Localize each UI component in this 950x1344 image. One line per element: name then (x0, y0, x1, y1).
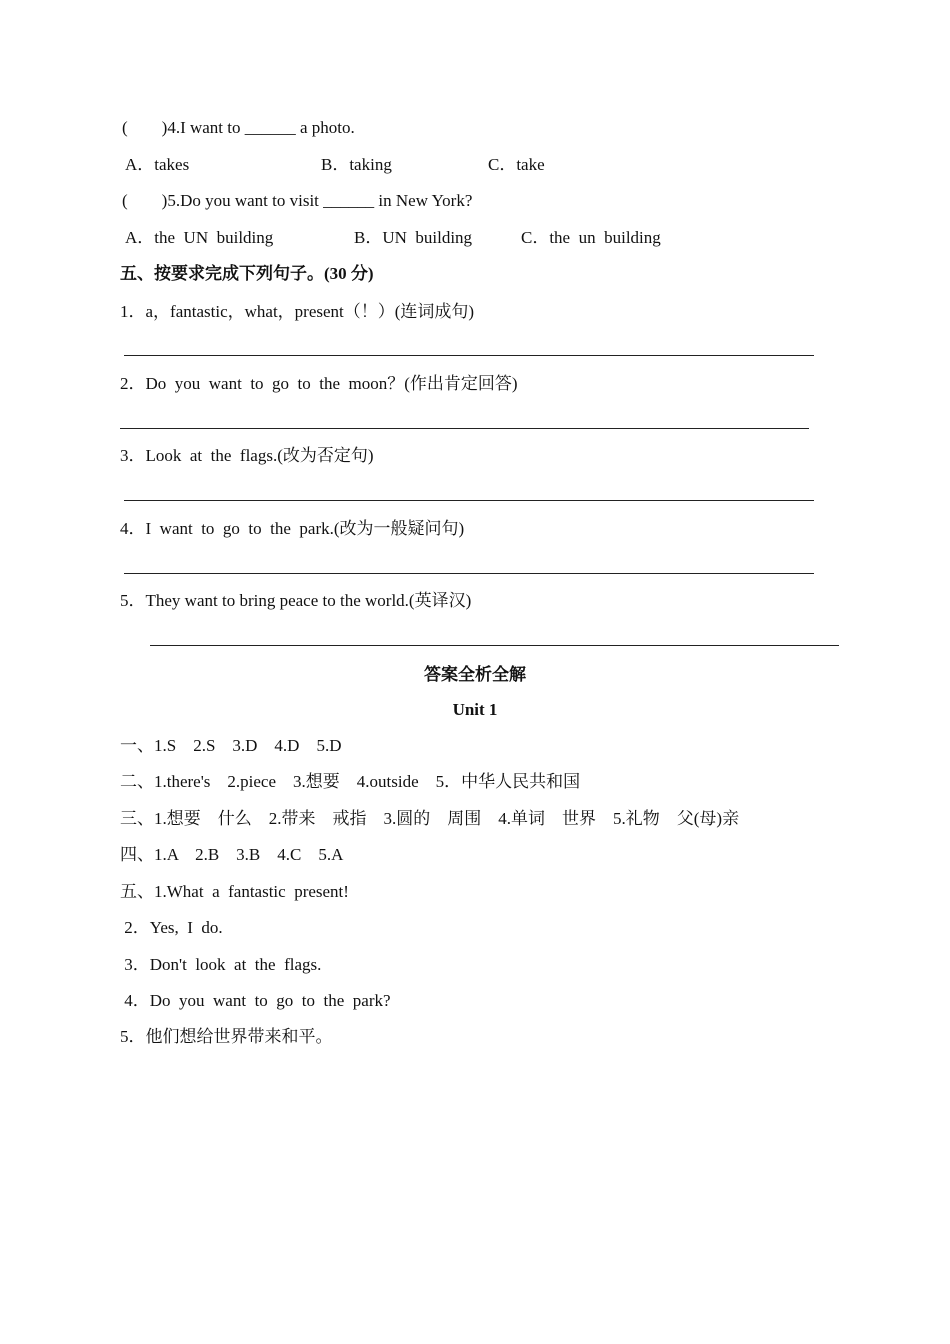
section5-question-1: 1．a，fantastic，what，present（！）(连词成句) (120, 302, 475, 321)
mc-q4-option-c: C．take (488, 155, 545, 174)
answer-line-section2: 二、1.there's 2.piece 3.想要 4.outside 5．中华人民共和国 (120, 772, 581, 791)
answer-line-section5-1: 五、1.What a fantastic present! (120, 882, 349, 901)
answer-line-section1: 一、1.S 2.S 3.D 4.D 5.D (120, 736, 342, 755)
answer-line-4[interactable] (124, 573, 814, 574)
mc-q4-option-a: A．takes (125, 155, 190, 174)
answer-line-section5-3: 3．Don't look at the flags. (120, 955, 322, 974)
mc-question-5: ( )5.Do you want to visit ______ in New York? (122, 191, 473, 210)
answer-line-1[interactable] (124, 355, 814, 356)
section5-question-3: 3．Look at the flags.(改为否定句) (120, 446, 374, 465)
answer-line-section5-4: 4．Do you want to go to the park? (120, 991, 391, 1010)
answers-unit: Unit 1 (452, 700, 498, 719)
section5-question-5: 5．They want to bring peace to the world.(英译汉) (120, 591, 472, 610)
answer-line-section5-5: 5．他们想给世界带来和平。 (120, 1027, 333, 1046)
answer-line-5[interactable] (150, 645, 839, 646)
section5-heading: 五、按要求完成下列句子。(30 分) (120, 264, 374, 283)
answer-line-section4: 四、1.A 2.B 3.B 4.C 5.A (120, 845, 344, 864)
mc-q5-option-c: C．the un building (521, 228, 661, 247)
mc-q5-option-a: A．the UN building (125, 228, 274, 247)
section5-question-2: 2．Do you want to go to the moon？(作出肯定回答) (120, 374, 518, 393)
section5-question-4: 4．I want to go to the park.(改为一般疑问句) (120, 519, 465, 538)
mc-q5-option-b: B．UN building (354, 228, 473, 247)
answer-line-3[interactable] (124, 500, 814, 501)
answer-line-2[interactable] (120, 428, 809, 429)
answers-title: 答案全析全解 (424, 665, 526, 684)
mc-question-4: ( )4.I want to ______ a photo. (122, 118, 355, 137)
answer-line-section5-2: 2．Yes, I do. (120, 918, 223, 937)
mc-q4-option-b: B．taking (321, 155, 392, 174)
answer-line-section3: 三、1.想要 什么 2.带来 戒指 3.圆的 周围 4.单词 世界 5.礼物 父(母)亲 (120, 809, 740, 828)
